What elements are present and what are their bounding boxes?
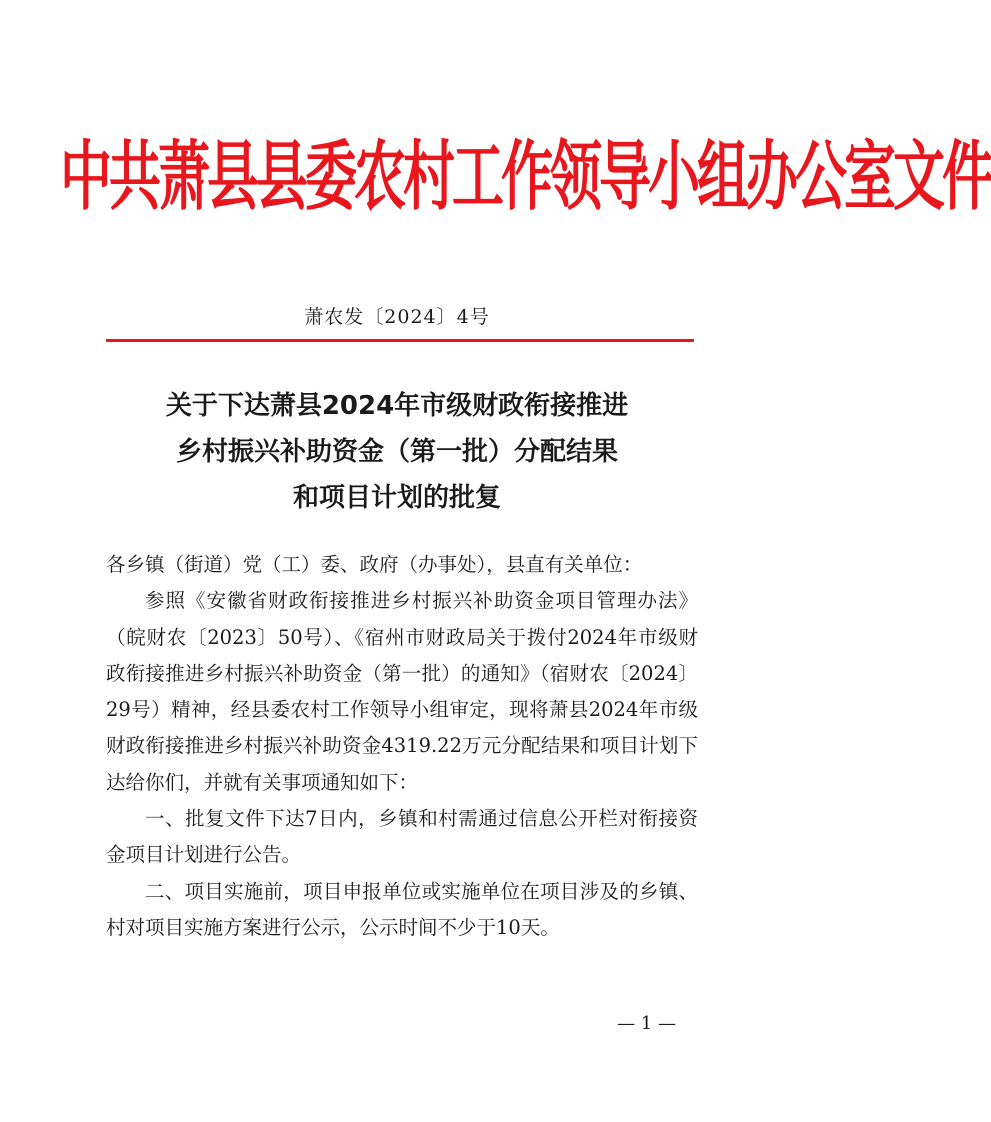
body-paragraph: 一、批复文件下达7日内，乡镇和村需通过信息公开栏对衔接资金项目计划进行公告。 [106, 807, 698, 867]
page-number: — 1 — [617, 1013, 676, 1034]
salutation: 各乡镇（街道）党（工）委、政府（办事处），县直有关单位： [106, 553, 643, 576]
document-number: 萧农发〔2024〕4号 [304, 306, 490, 328]
title-line-2: 乡村振兴补助资金（第一批）分配结果 [175, 437, 618, 467]
title-line-3: 和项目计划的批复 [292, 483, 501, 513]
red-divider-line [106, 339, 694, 342]
body-paragraph: 参照《安徽省财政衔接推进乡村振兴补助资金项目管理办法》（皖财农〔2023〕50号）、《宿州市财政局关于拨付2024年市级财政衔接推进乡村振兴补助资金（第一批）的通知》（宿财农〔2024〕29号）精神，经县委农村工作领导小组审定，现将萧县2024年市级财政衔接推进乡村振兴补助资金4319.22万元分配结果和项目计划下达给你们，并就有关事项通知如下： [106, 589, 698, 794]
body-paragraph: 二、项目实施前，项目申报单位或实施单位在项目涉及的乡镇、村对项目实施方案进行公示，公示时间不少于10天。 [106, 879, 698, 939]
document-title [60, 383, 734, 521]
document-body [106, 547, 698, 946]
issuing-authority-header: 中共萧县县委农村工作领导小组办公室文件 [60, 134, 991, 222]
title-line-1: 关于下达萧县2024年市级财政衔接推进 [165, 391, 629, 421]
